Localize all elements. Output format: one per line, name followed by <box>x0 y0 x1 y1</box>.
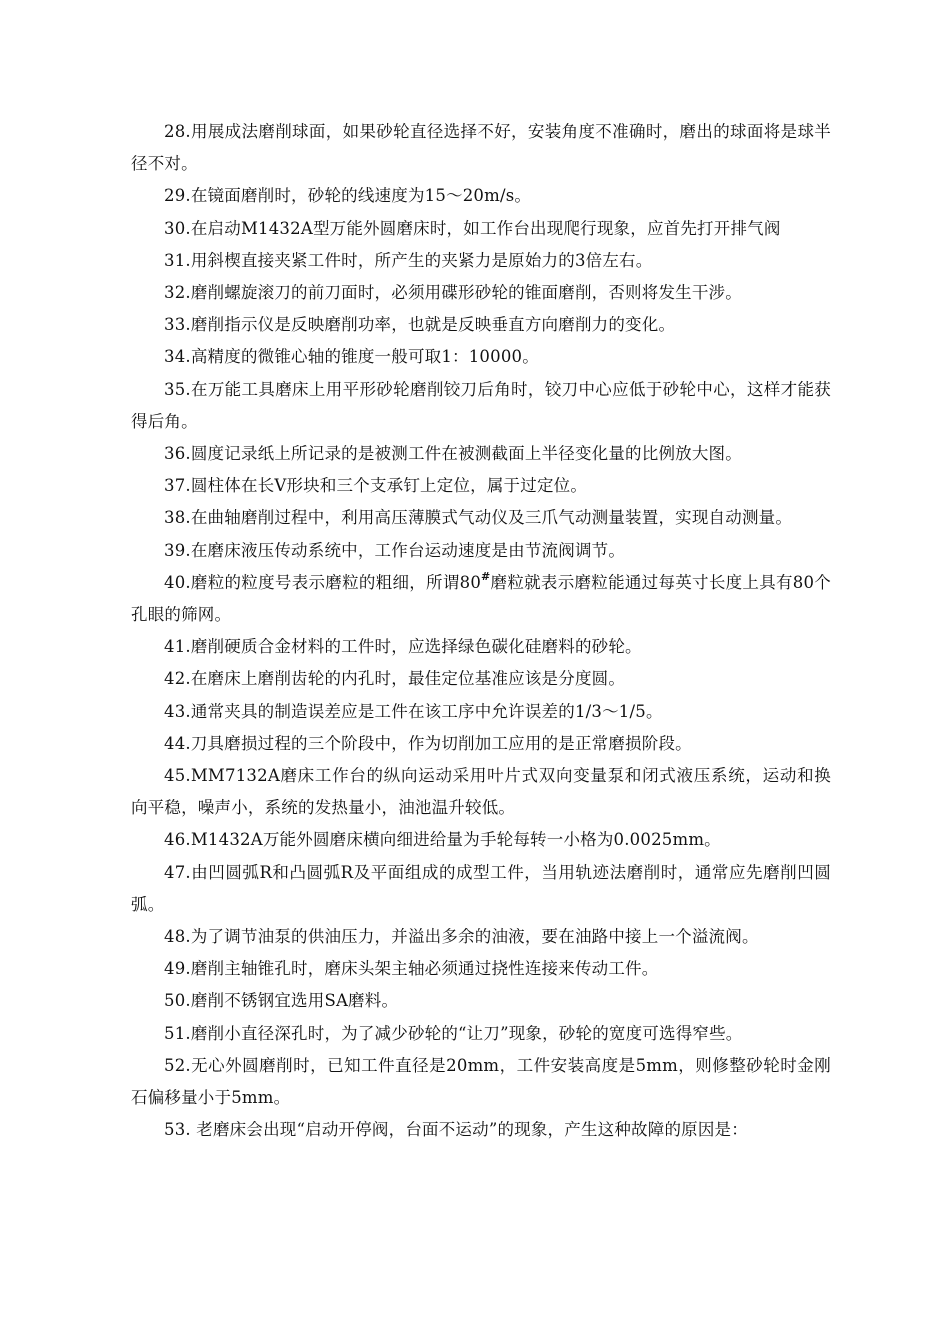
item-49: 49.磨削主轴锥孔时，磨床头架主轴必须通过挠性连接来传动工件。 <box>164 959 659 979</box>
item-53: 53. 老磨床会出现“启动开停阀，台面不运动”的现象，产生这种故障的原因是： <box>164 1120 748 1140</box>
item-45: 45.MM7132A磨床工作台的纵向运动采用叶片式双向变量泵和闭式液压系统，运动和换向平稳，噪声小，系统的发热量小，油池温升较低。 <box>131 766 831 818</box>
grit-mark: # <box>481 569 491 583</box>
item-40-after: 磨粒就表示磨粒能通过每英寸长度上具有80个孔眼的筛网。 <box>131 572 831 625</box>
item-30: 30.在启动M1432A型万能外圆磨床时，如工作台出现爬行现象，应首先打开排气阀 <box>164 218 781 238</box>
item-29: 29.在镜面磨削时，砂轮的线速度为15～20m/s。 <box>164 186 532 206</box>
item-39: 39.在磨床液压传动系统中，工作台运动速度是由节流阀调节。 <box>164 540 626 560</box>
item-33: 33.磨削指示仪是反映磨削功率，也就是反映垂直方向磨削力的变化。 <box>164 315 676 335</box>
item-44: 44.刀具磨损过程的三个阶段中，作为切削加工应用的是正常磨损阶段。 <box>164 733 692 753</box>
item-41: 41.磨削硬质合金材料的工件时，应选择绿色碳化硅磨料的砂轮。 <box>164 637 642 657</box>
item-35: 35.在万能工具磨床上用平形砂轮磨削铰刀后角时，铰刀中心应低于砂轮中心，这样才能获得后角。 <box>131 379 831 431</box>
question-list <box>131 116 831 1147</box>
item-38: 38.在曲轴磨削过程中，利用高压薄膜式气动仪及三爪气动测量装置，实现自动测量。 <box>164 508 793 528</box>
item-46: 46.M1432A万能外圆磨床横向细进给量为手轮每转一小格为0.0025mm。 <box>164 830 721 850</box>
item-32: 32.磨削螺旋滚刀的前刀面时，必须用碟形砂轮的锥面磨削，否则将发生干涉。 <box>164 283 742 303</box>
item-43: 43.通常夹具的制造误差应是工件在该工序中允许误差的1/3～1/5。 <box>164 701 663 721</box>
item-36: 36.圆度记录纸上所记录的是被测工件在被测截面上半径变化量的比例放大图。 <box>164 444 742 464</box>
item-28: 28.用展成法磨削球面，如果砂轮直径选择不好，安装角度不准确时，磨出的球面将是球半径不对。 <box>131 122 831 174</box>
item-40-before: 40.磨粒的粒度号表示磨粒的粗细，所谓80 <box>164 572 482 592</box>
item-50: 50.磨削不锈钢宜选用SA磨料。 <box>164 991 399 1011</box>
item-52: 52.无心外圆磨削时，已知工件直径是20mm，工件安装高度是5mm，则修整砂轮时金刚石偏移量小于5mm。 <box>131 1055 831 1108</box>
item-47: 47.由凹圆弧R和凸圆弧R及平面组成的成型工件，当用轨迹法磨削时，通常应先磨削凹圆弧。 <box>131 862 831 914</box>
item-42: 42.在磨床上磨削齿轮的内孔时，最佳定位基准应该是分度圆。 <box>164 669 626 689</box>
item-48: 48.为了调节油泵的供油压力，并溢出多余的油液，要在油路中接上一个溢流阀。 <box>164 927 759 947</box>
item-40 <box>131 567 831 631</box>
item-34: 34.高精度的微锥心轴的锥度一般可取1：10000。 <box>164 347 539 367</box>
item-51: 51.磨削小直径深孔时，为了减少砂轮的“让刀”现象，砂轮的宽度可选得窄些。 <box>164 1023 743 1043</box>
item-37: 37.圆柱体在长V形块和三个支承钉上定位，属于过定位。 <box>164 476 588 496</box>
item-31: 31.用斜楔直接夹紧工件时，所产生的夹紧力是原始力的3倍左右。 <box>164 250 653 270</box>
